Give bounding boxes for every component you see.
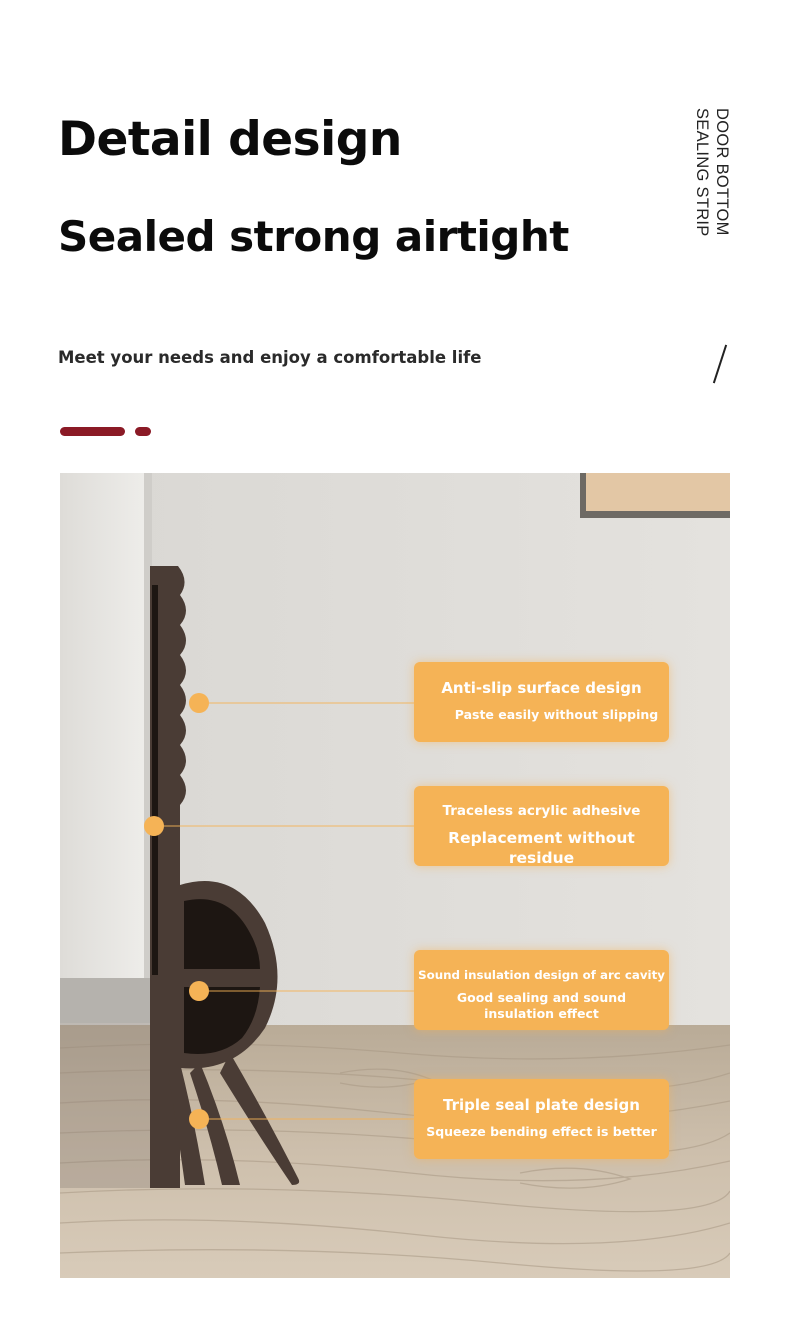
vertical-caption — [688, 108, 732, 240]
callout-arc-cavity-detail-1: Good sealing and sound — [456, 990, 627, 1005]
page-subtitle: Sealed strong airtight — [58, 212, 569, 261]
callout-adhesive — [414, 786, 669, 866]
accent-dash-short — [135, 427, 151, 436]
callout-arc-cavity — [414, 950, 669, 1030]
callout-arc-cavity-heading: Sound insulation design of arc cavity — [418, 968, 665, 982]
slash-divider — [713, 345, 727, 384]
callout-anti-slip-detail: Paste easily without slipping — [454, 707, 659, 722]
door-base — [60, 978, 152, 1023]
callout-triple-seal — [414, 1079, 669, 1159]
callout-dot-1 — [189, 693, 209, 713]
tagline: Meet your needs and enjoy a comfortable life — [58, 348, 482, 367]
callout-adhesive-detail: Replacement without residue — [448, 829, 635, 867]
callout-anti-slip — [414, 662, 669, 742]
callout-dot-3 — [189, 981, 209, 1001]
door-gap — [152, 585, 158, 975]
callout-arc-cavity-detail-2: insulation effect — [484, 1006, 599, 1021]
callout-dot-2 — [144, 816, 164, 836]
callout-adhesive-heading: Traceless acrylic adhesive — [442, 803, 641, 819]
callout-dot-4 — [189, 1109, 209, 1129]
picture-frame-art — [586, 473, 730, 511]
page-title: Detail design — [58, 112, 402, 167]
accent-dash-long — [60, 427, 125, 436]
vertical-caption-line1: DOOR BOTTOM — [713, 108, 731, 236]
door-slab — [60, 473, 152, 978]
vertical-caption-line2: SEALING STRIP — [693, 108, 711, 237]
callout-anti-slip-heading: Anti-slip surface design — [441, 679, 642, 697]
callout-triple-seal-detail: Squeeze bending effect is better — [426, 1124, 657, 1139]
callout-triple-seal-heading: Triple seal plate design — [443, 1096, 640, 1114]
